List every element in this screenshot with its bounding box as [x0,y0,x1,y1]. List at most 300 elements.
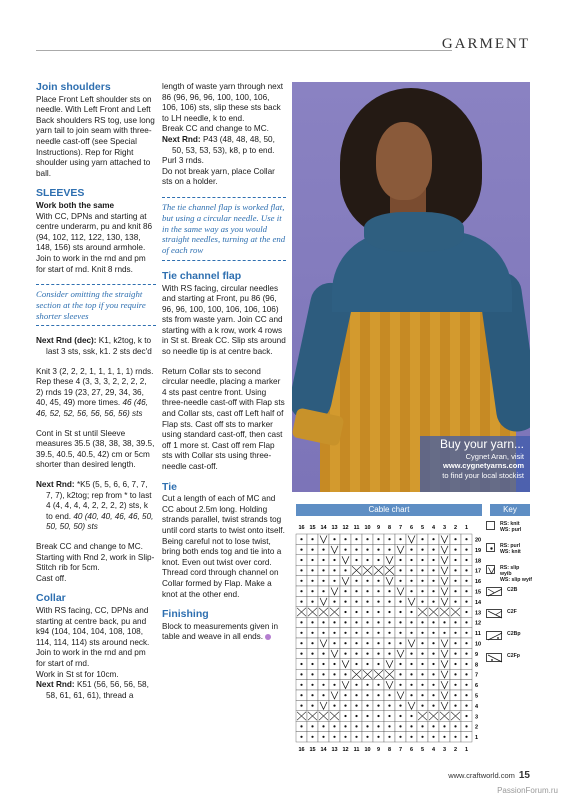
purl-dot [322,725,324,727]
purl-dot [465,725,467,727]
return-text: Return Collar sts to second circular needle, placing a marker 4 sts past centre front. Using three-needle cast-off with Flap sts and Collar sts, cast off Left half of Flap sts. Cast off sts to marker using standard cast-off, then cast off 1 more st. Cast off rem Flap sts with Collar sts using three-needle cast-off. [162,366,285,472]
purl-dot [311,549,313,551]
col-label-top: 12 [342,525,349,531]
purl-dot [432,642,434,644]
purl-dot [454,642,456,644]
key-label [500,543,521,555]
purl-dot [300,580,302,582]
purl-dot [410,621,412,623]
purl-dot [421,580,423,582]
purl-dot [465,653,467,655]
purl-dot [454,653,456,655]
purl-dot [421,621,423,623]
purl-dot [322,580,324,582]
purl-dot [421,736,423,738]
sleeves-text: With CC, DPNs and starting at centre underarm, pu and knit 86 (94, 102, 112, 122, 130, 138, 148, 156) sts around armhole. Join to work in the rnd and pm for start of rnd. Knit 8 rnds. [36,211,153,274]
collar-text: With RS facing, CC, DPNs and starting at centre back, pu and k94 (104, 104, 104, 108, 108, 114, 114, 114) sts around neck. Join to work in the rnd and pm for start of rnd. [36,605,150,668]
purl-dot [366,621,368,623]
purl-dot [465,663,467,665]
purl-dot [377,684,379,686]
row-label: 10 [475,641,482,648]
key-label-line: WS: knit [500,549,521,555]
purl-dot [377,559,379,561]
collar-next-rnd-text: P43 (48, 48, 48, 50, 50, 53, 53, 53), k8, p to end. [172,134,275,155]
purl-dot [366,590,368,592]
empty-icon [486,521,495,530]
col-label-top: 8 [387,525,392,531]
donot-text: Do not break yarn, place Collar sts on a holder. [162,166,275,187]
purl-dot [421,663,423,665]
purl-dot [399,611,401,613]
purl-dot [465,673,467,675]
purl-dot [311,580,313,582]
purl-dot [355,642,357,644]
purl-dot [465,736,467,738]
purl-dot [355,590,357,592]
purl-dot [300,642,302,644]
purl-dot [311,725,313,727]
purl-dot [355,684,357,686]
purl-dot [344,601,346,603]
purl-dot [399,673,401,675]
castoff-text: Cast off. [36,573,67,583]
purl-dot [366,538,368,540]
purl-dot [388,725,390,727]
col-label-top: 11 [353,525,360,531]
purl-dot [410,653,412,655]
purl-dot [355,580,357,582]
purl-dot [333,580,335,582]
buy-yarn-box [420,436,530,492]
purl-dot [399,684,401,686]
purl-dot [377,621,379,623]
purl-dot [399,642,401,644]
purl-dot [399,538,401,540]
purl-dot [300,559,302,561]
purl-dot [322,736,324,738]
purl-dot [421,590,423,592]
row-label: 2 [475,724,479,731]
purl-dot [432,673,434,675]
key-label-line: RS: slip wyib [500,565,520,577]
purl-dot [410,684,412,686]
purl-dot [300,684,302,686]
key-label [507,631,521,637]
row-label: 14 [475,599,482,606]
col-label-top: 16 [298,525,305,531]
col-label-bottom: 13 [331,747,338,753]
next-rnd-2-label: Next Rnd: [36,480,75,490]
purl-dot [322,684,324,686]
purl-dot [311,684,313,686]
cable-left-icon [486,609,502,618]
col-label-bottom: 14 [320,747,327,753]
purl-dot [465,694,467,696]
purl-dot [322,663,324,665]
purl-dot [355,725,357,727]
purl-dot [465,549,467,551]
heading-tie: Tie [162,480,177,493]
purl-dot [388,715,390,717]
purl-dot [421,569,423,571]
purl-dot [300,549,302,551]
purl-dot [300,590,302,592]
purl-dot [322,673,324,675]
purl-dot [311,642,313,644]
purl-dot [465,569,467,571]
purl-dot [454,632,456,634]
col-label-top: 9 [376,525,381,531]
col-label-top: 15 [309,525,316,531]
purl-dot [322,621,324,623]
purl-dot [432,621,434,623]
purl-dot [344,621,346,623]
purl-dot [311,590,313,592]
purl-dot [388,549,390,551]
purl-dot [421,601,423,603]
purl-dot [454,684,456,686]
rep-text [36,377,156,419]
chart-key [486,520,532,674]
col-label-bottom: 3 [442,747,447,753]
purl-dot [322,590,324,592]
cable-chart [292,520,492,760]
purl-dot [355,559,357,561]
purl-dot [454,569,456,571]
next-rnd-dec-text: K1, k2tog, k to last 3 sts, ssk, k1. 2 sts dec'd [46,336,152,357]
purl-dot [465,559,467,561]
purl-dot [333,569,335,571]
purl-dot [432,569,434,571]
key-label-line: RS: purl [500,543,521,549]
purl-dot [421,653,423,655]
buy-yarn-url: www.cygnetyarns.com [443,461,524,470]
purl-dot [465,590,467,592]
purl-dot [311,705,313,707]
purl-dot [377,725,379,727]
purl-dot [311,673,313,675]
break-text: Break CC and change to MC. Starting with Rnd 2, work in Slip-Stitch rib for 5cm. [36,541,155,573]
purl-dot [344,611,346,613]
purl-dot [432,663,434,665]
purl-dot [311,632,313,634]
col-label-bottom: 15 [309,747,316,753]
purl-dot [410,559,412,561]
dot-icon [486,543,495,552]
purl-dot [355,621,357,623]
purl-dot [399,621,401,623]
purl-dot [344,538,346,540]
footer [448,770,530,781]
key-label [507,609,517,615]
purl-dot [432,705,434,707]
purl-dot [311,559,313,561]
col-label-bottom: 16 [298,747,305,753]
row-label: 4 [475,703,479,710]
purl-dot [355,538,357,540]
purl-dot [388,621,390,623]
purl-dot [465,684,467,686]
purl-dot [344,694,346,696]
purl-dot [377,611,379,613]
row-label: 11 [475,631,481,638]
col-label-bottom: 12 [342,747,349,753]
tie-text: Cut a length of each of MC and CC about 2.5m long. Holding strands parallel, twist strands tog until cord starts to twist onto itself. Being careful not to lose twist, bring both ends tog and tie into a knot. Even out twist over cord. Thread cord through channel on Collar formed by Flap. Make a knot at the other end. [162,494,285,599]
purl-dot [333,736,335,738]
purl-dot [300,569,302,571]
purl-dot [355,694,357,696]
purl-dot [377,590,379,592]
purl-dot [410,736,412,738]
purl-dot [432,736,434,738]
purl-dot [344,705,346,707]
purl-dot [399,736,401,738]
sweater-collar [364,212,464,252]
purl-dot [410,580,412,582]
model-photo [292,82,530,492]
sleeves-subheading: Work both the same [36,200,115,210]
purl-dot [366,663,368,665]
key-label [500,565,532,583]
purl-dot [454,736,456,738]
collar-cont-text: length of waste yarn through next 86 (96, 96, 96, 100, 100, 106, 106, 106) sts, slip these sts back to LH needle, k to end. [162,82,284,123]
purl-dot [454,621,456,623]
purl-dot [300,653,302,655]
purl-dot [465,601,467,603]
purl-dot [333,705,335,707]
purl-dot [300,601,302,603]
work-text: Work in St st for 10cm. [36,669,119,679]
purl-dot [432,684,434,686]
purl-dot [300,725,302,727]
collar-next-rnd [162,135,286,156]
key-item [486,520,532,542]
purl-dot [399,663,401,665]
row-label: 8 [475,662,479,669]
break-cc-text: Break CC and change to MC. [162,124,269,134]
row-label: 19 [475,547,482,554]
purl-dot [377,715,379,717]
purl-dot [344,725,346,727]
purl-dot [388,611,390,613]
purl-dot [322,569,324,571]
purl-dot [366,611,368,613]
key-item [486,630,532,652]
purl-dot [300,694,302,696]
purl-dot [311,538,313,540]
next-rnd-3-label: Next Rnd: [36,680,75,690]
purl-dot [377,601,379,603]
purl-dot [311,663,313,665]
purl-dot [465,632,467,634]
row-label: 17 [475,568,482,575]
purl-dot [366,601,368,603]
purl-dot [355,632,357,634]
purl-dot [355,736,357,738]
row-label: 1 [475,735,479,742]
key-label-line: C2Fp [507,653,520,659]
purl-dot [355,653,357,655]
purl-dot [421,549,423,551]
col-label-bottom: 1 [464,747,469,753]
purl-dot [300,705,302,707]
purl-dot [421,632,423,634]
purl-dot [421,559,423,561]
next-rnd-2-count: 40 (40, 40, 46, 46, 50, 50, 50, 50) sts [46,511,154,532]
page-number: 15 [518,770,530,781]
purl-dot [410,590,412,592]
knit3-text: Knit 3 (2, 2, 2, 1, 1, 1, 1, 1) rnds. [36,366,154,376]
row-label: 20 [475,537,482,544]
purl-dot [432,653,434,655]
purl-dot [377,549,379,551]
col-label-top: 14 [320,525,327,531]
col-label-bottom: 2 [453,747,458,753]
purl-dot [432,590,434,592]
end-mark-icon [265,634,271,640]
col-label-bottom: 8 [387,747,392,753]
purl-dot [300,736,302,738]
purl-dot [377,663,379,665]
key-item [486,564,532,586]
purl-dot [344,549,346,551]
heading-sleeves: SLEEVES [36,187,85,200]
heading-finishing: Finishing [162,608,209,621]
row-label: 16 [475,579,482,586]
col-label-top: 1 [464,525,469,531]
purl-dot [300,632,302,634]
purl-dot [355,705,357,707]
buy-yarn-line1: Cygnet Aran, visit [465,451,524,461]
purl-dot [410,549,412,551]
purl-dot [300,621,302,623]
footer-site: www.craftworld.com [448,771,515,780]
key-label-line: C2F [507,609,517,615]
purl-dot [344,632,346,634]
purl-dot [454,580,456,582]
section-title: GARMENT [441,36,530,52]
row-label: 3 [475,714,479,721]
purl-dot [432,549,434,551]
purl-dot [377,580,379,582]
purl-dot [333,642,335,644]
purl-dot [344,642,346,644]
purl-dot [454,725,456,727]
purl-dot [443,621,445,623]
purl-dot [432,580,434,582]
col-label-bottom: 11 [353,747,360,753]
purl-dot [465,705,467,707]
purl-dot [399,725,401,727]
purl-dot [377,642,379,644]
col-label-bottom: 5 [420,747,425,753]
purl-dot [344,673,346,675]
purl-dot [410,673,412,675]
purl-dot [366,653,368,655]
purl-dot [322,549,324,551]
key-item [486,586,532,608]
purl-dot [454,705,456,707]
purl-dot [300,663,302,665]
purl-dot [399,705,401,707]
purl-dot [344,590,346,592]
purl-dot [333,538,335,540]
buy-yarn-title: Buy your yarn... [439,437,524,451]
purl-dot [366,694,368,696]
purl-dot [366,725,368,727]
purl-dot [465,538,467,540]
header-rule [36,50,452,51]
purl-dot [344,653,346,655]
purl-dot [410,694,412,696]
purl-dot [333,632,335,634]
purl-dot [311,694,313,696]
rep-text-count: 46 (46, 46, 52, 52, 56, 56, 56, 56) sts [36,398,148,419]
purl-dot [421,684,423,686]
key-item [486,542,532,564]
purl-dot [311,569,313,571]
purl-dot [300,673,302,675]
purl-dot [388,642,390,644]
purl-dot [377,705,379,707]
purl-dot [410,569,412,571]
purl-dot [344,736,346,738]
purl-dot [454,549,456,551]
cable-left-purl-icon [486,653,502,662]
purl-dot [454,590,456,592]
purl-dot [410,715,412,717]
col-label-top: 2 [453,525,458,531]
purl-dot [355,549,357,551]
purl-dot [333,559,335,561]
purl-dot [377,538,379,540]
purl-dot [399,559,401,561]
flap-tip: The tie channel flap is worked flat, but using a circular needle. Use it in the same way as you would straight needles, turning at the end of each row [162,197,286,261]
purl-dot [333,684,335,686]
slip-icon [486,565,495,574]
flap-text: With RS facing, circular needles and starting at Front, pu 86 (96, 96, 96, 100, 100, 106, 106, 106) sts from waste yarn. Join CC and starting with a k row, work 4 rows in St st. Break CC. Slip sts around so needle tip is at centre back. [162,283,286,357]
purl-dot [355,601,357,603]
purl-dot [377,632,379,634]
purl-dot [421,694,423,696]
purl-dot [443,736,445,738]
col-label-top: 10 [364,525,371,531]
purl-dot [322,653,324,655]
purl-dot [344,569,346,571]
col-label-bottom: 4 [431,747,436,753]
purl-dot [388,632,390,634]
purl-dot [432,559,434,561]
key-item [486,608,532,630]
row-label: 13 [475,610,482,617]
row-label: 9 [475,651,479,658]
text-column-1 [36,82,156,710]
purl-dot [388,653,390,655]
purl-dot [410,725,412,727]
heading-tie-channel-flap: Tie channel flap [162,269,242,282]
purl-dot [377,694,379,696]
purl-dot [311,736,313,738]
purl-dot [322,559,324,561]
purl-dot [388,538,390,540]
purl-dot [443,725,445,727]
col-label-top: 6 [409,525,414,531]
purl-dot [454,673,456,675]
col-label-bottom: 10 [364,747,371,753]
row-label: 7 [475,672,479,679]
purl-dot [366,559,368,561]
row-label: 5 [475,693,479,700]
